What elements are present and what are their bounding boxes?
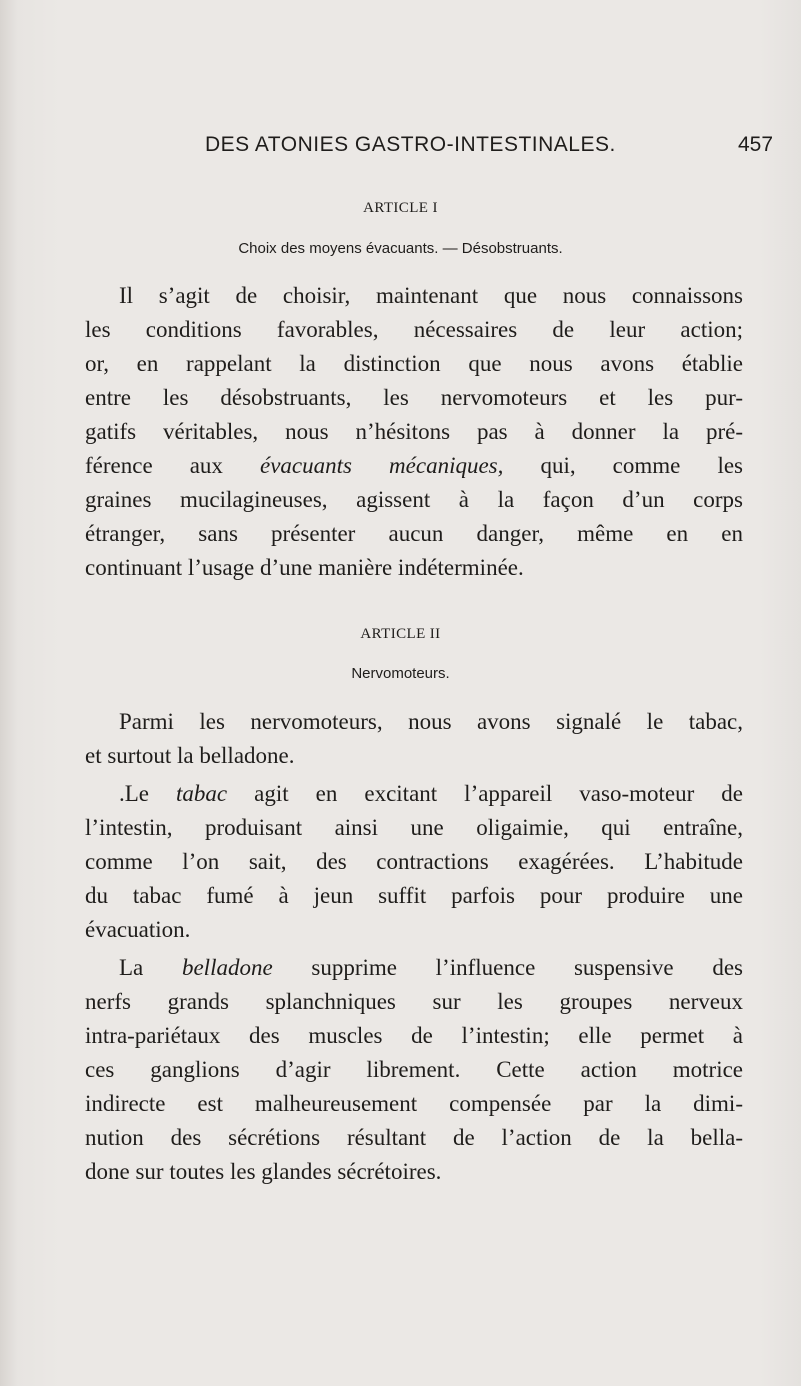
text-line — [119, 953, 743, 987]
article-2-subheading: Nervomoteurs. — [351, 665, 450, 682]
text-line — [119, 779, 743, 813]
text-line: ces ganglions d’agir librement. Cette action motrice — [85, 1057, 743, 1082]
text-segment: supprime l’influence suspensive des — [272, 955, 744, 980]
text-line: intra-pariétaux des muscles de l’intestin; elle permet à — [85, 1023, 743, 1048]
text-line: gatifs véritables, nous n’hésitons pas à donner la pré- — [85, 419, 743, 444]
italic-term: belladone — [181, 955, 273, 980]
text-segment: .Le — [119, 781, 177, 806]
text-segment: qui, comme les — [503, 453, 743, 478]
text-line: nution des sécrétions résultant de l’action de la bella- — [85, 1125, 743, 1150]
text-line: et surtout la belladone. — [85, 743, 295, 768]
text-line: comme l’on sait, des contractions exagérées. L’habitude — [85, 849, 743, 874]
text-line: évacuation. — [85, 917, 191, 942]
page-number: 457 — [738, 133, 774, 156]
text-line: les conditions favorables, nécessaires de leur action; — [85, 317, 743, 342]
text-segment: La — [119, 955, 182, 980]
text-segment: férence aux — [85, 453, 261, 478]
text-line: du tabac fumé à jeun suffit parfois pour produire une — [85, 883, 743, 908]
text-line: l’intestin, produisant ainsi une oligaimie, qui entraîne, — [85, 815, 743, 840]
text-line: or, en rappelant la distinction que nous avons établie — [85, 351, 743, 376]
text-line: Parmi les nervomoteurs, nous avons signalé le tabac, — [119, 709, 743, 734]
article-1-heading: ARTICLE I — [363, 200, 438, 216]
running-title: DES ATONIES GASTRO-INTESTINALES. — [205, 133, 616, 156]
text-line: entre les désobstruants, les nervomoteurs et les pur- — [85, 385, 743, 410]
text-segment: agit en excitant l’appareil vaso-moteur de — [227, 781, 743, 806]
text-line: continuant l’usage d’une manière indéterminée. — [85, 555, 524, 580]
text-line: étranger, sans présenter aucun danger, même en en — [85, 521, 743, 546]
text-line: indirecte est malheureusement compensée par la dimi- — [85, 1091, 743, 1116]
italic-term: évacuants mécaniques, — [260, 453, 504, 478]
running-head — [0, 133, 801, 163]
article-2-heading: ARTICLE II — [360, 626, 441, 642]
text-line: nerfs grands splanchniques sur les groupes nerveux — [85, 989, 743, 1014]
text-line — [85, 451, 743, 485]
text-line: Il s’agit de choisir, maintenant que nous connaissons — [119, 283, 743, 308]
article-1-subheading: Choix des moyens évacuants. — Désobstruants. — [238, 240, 563, 257]
text-line: graines mucilagineuses, agissent à la façon d’un corps — [85, 487, 743, 512]
text-line: done sur toutes les glandes sécrétoires. — [85, 1159, 442, 1184]
italic-term: tabac — [176, 781, 228, 806]
